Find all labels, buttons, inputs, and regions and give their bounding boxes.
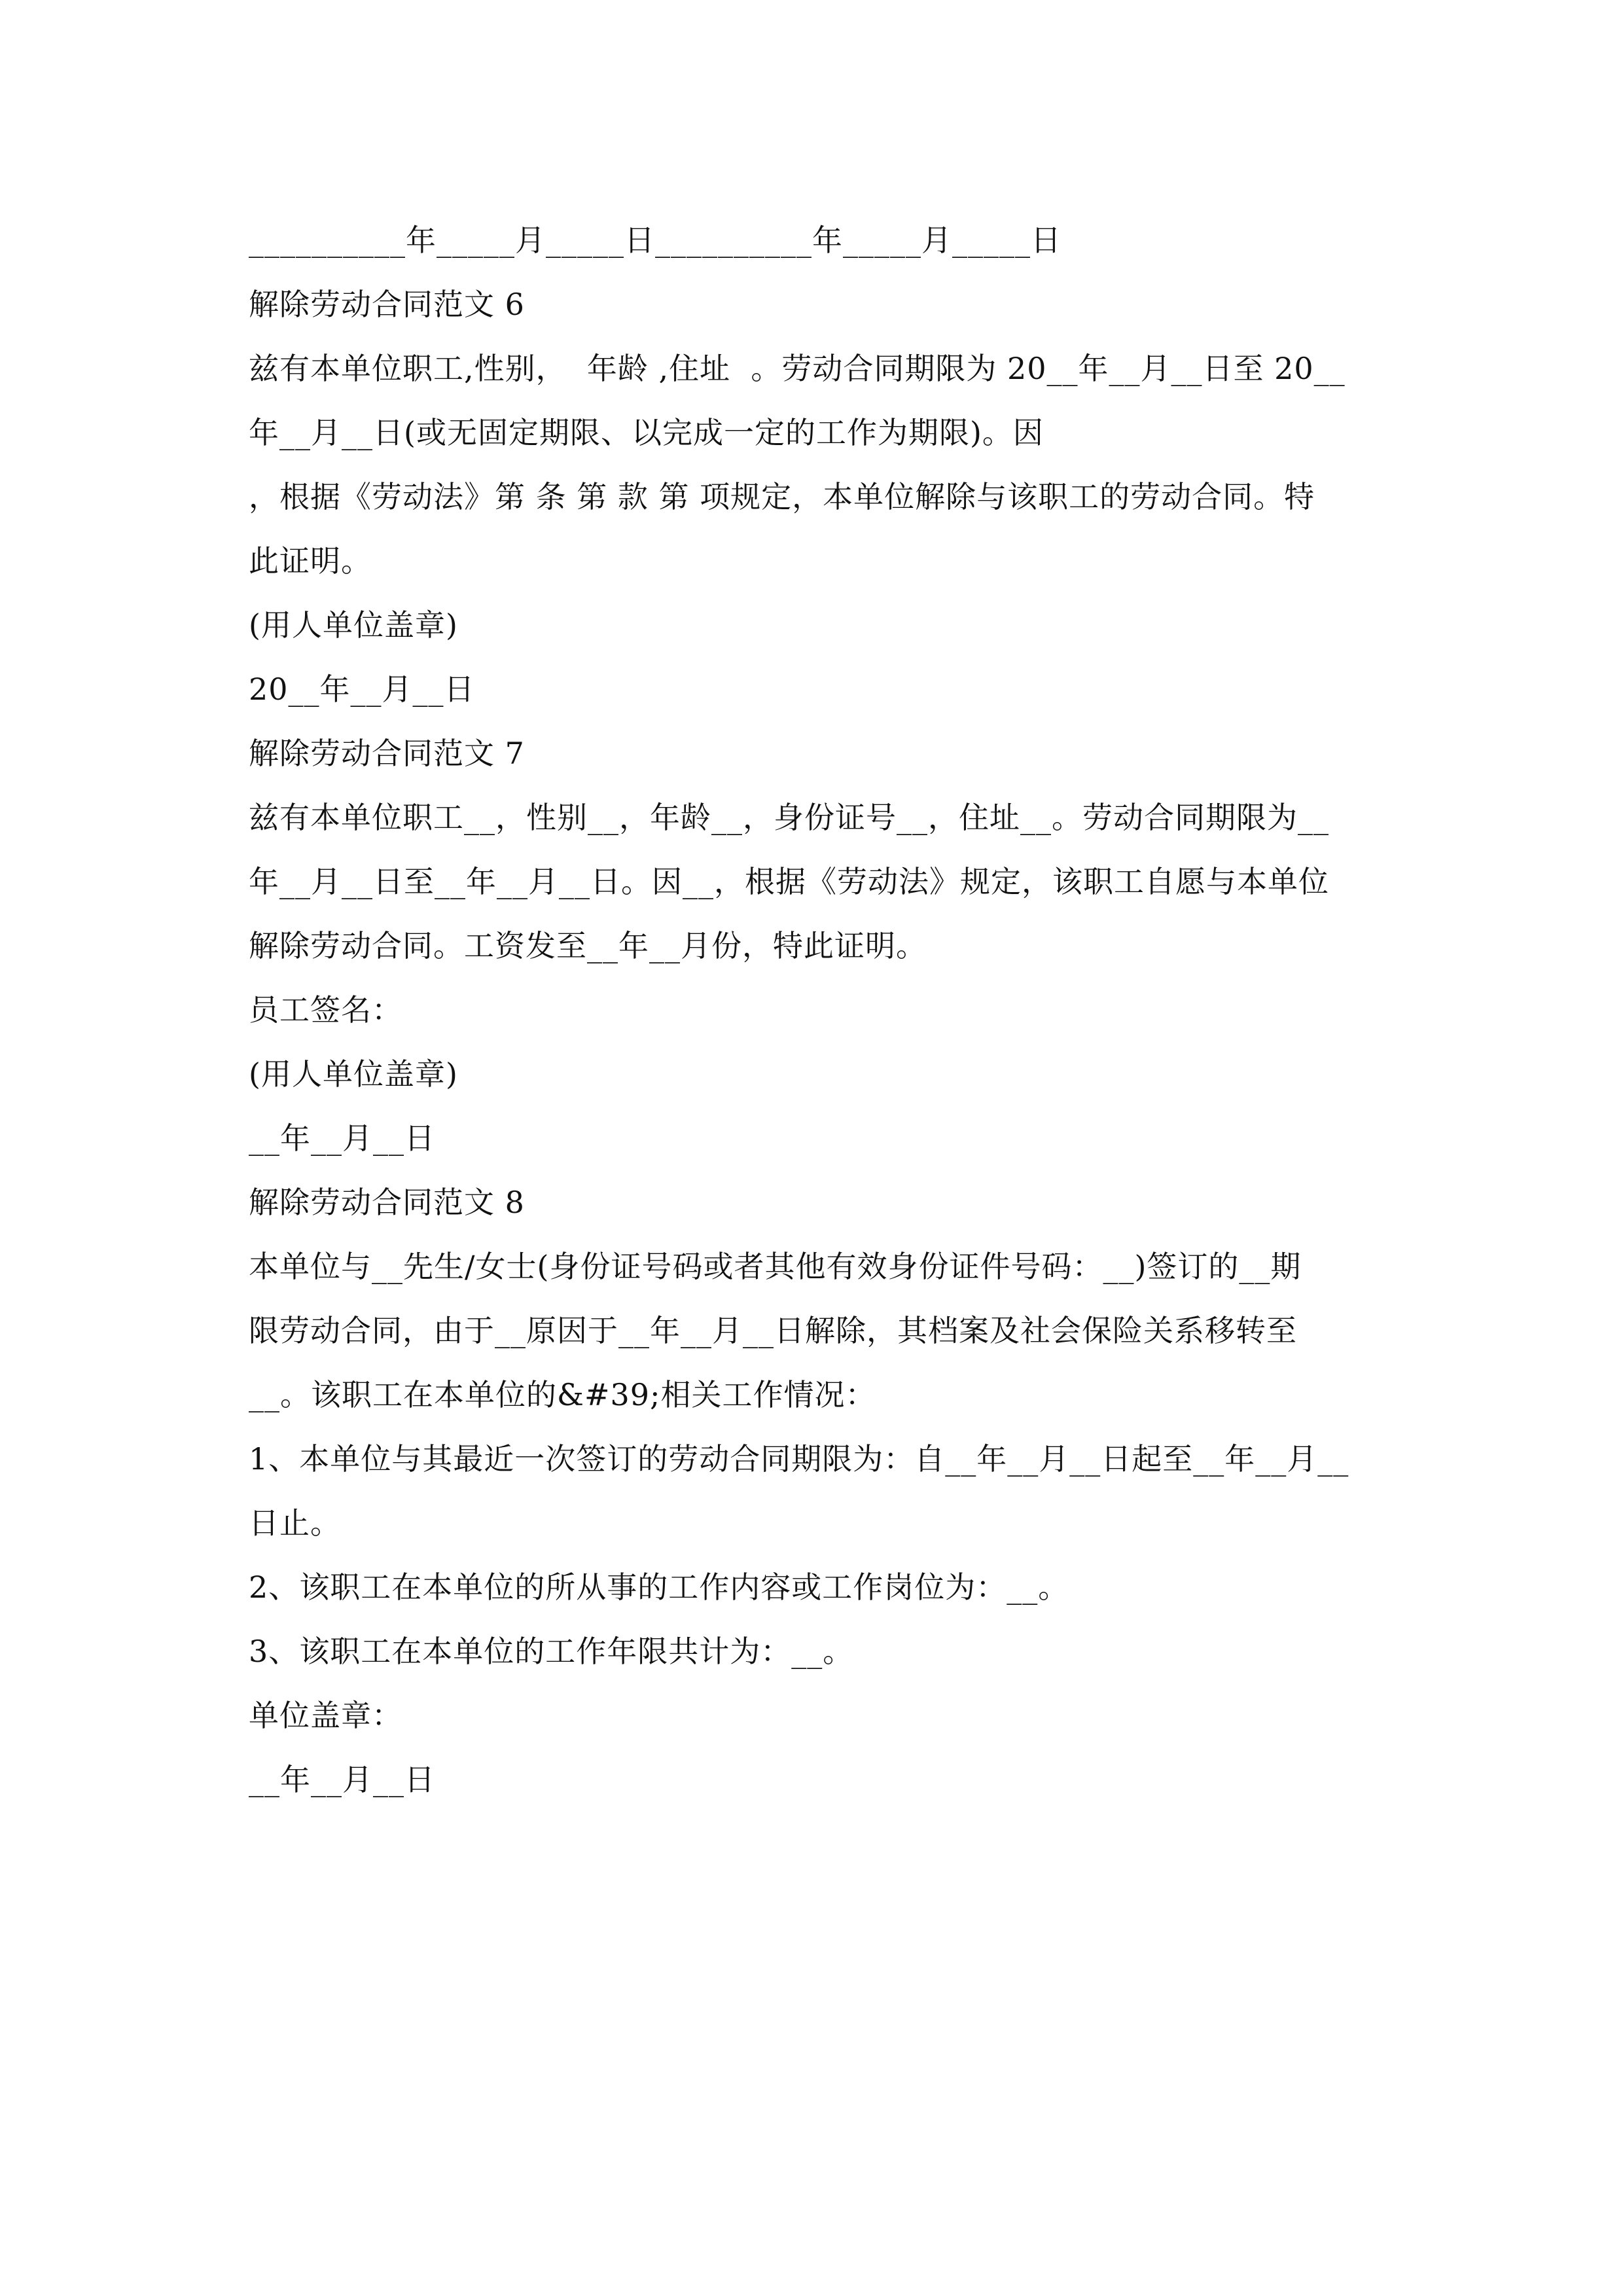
list-item: 2、该职工在本单位的所从事的工作内容或工作岗位为：__。 <box>249 1570 1069 1605</box>
paragraph-line: ，根据《劳动法》第 条 第 款 第 项规定，本单位解除与该职工的劳动合同。特 <box>249 479 1315 514</box>
section-heading-6: 解除劳动合同范文 6 <box>249 287 525 322</box>
paragraph-line: 限劳动合同，由于__原因于__年__月__日解除，其档案及社会保险关系移转至 <box>249 1313 1297 1348</box>
section-heading-8: 解除劳动合同范文 8 <box>249 1185 525 1220</box>
seal-label: (用人单位盖章) <box>249 1056 458 1092</box>
date-line: __年__月__日 <box>249 1762 435 1797</box>
date-line-top: __________年_____月_____日__________年_____月_____日 <box>249 223 1061 258</box>
date-line: 20__年__月__日 <box>249 672 475 707</box>
section-heading-7: 解除劳动合同范文 7 <box>249 736 525 771</box>
paragraph-line: 本单位与__先生/女士(身份证号码或者其他有效身份证件号码：__)签订的__期 <box>249 1249 1302 1284</box>
paragraph-line: 此证明。 <box>249 543 372 579</box>
employee-signature-label: 员工签名： <box>249 992 402 1028</box>
list-item: 1、本单位与其最近一次签订的劳动合同期限为：自__年__月__日起至__年__月__ <box>249 1441 1349 1477</box>
paragraph-line: 兹有本单位职工,性别， 年龄 ,住址 。劳动合同期限为 20__年__月__日至 20__ <box>249 351 1346 386</box>
paragraph-line: 年__月__日(或无固定期限、以完成一定的工作为期限)。因 <box>249 415 1044 450</box>
paragraph-line: 解除劳动合同。工资发至__年__月份，特此证明。 <box>249 928 927 963</box>
unit-seal-label: 单位盖章： <box>249 1698 402 1733</box>
document-body <box>249 208 1394 1812</box>
seal-label: (用人单位盖章) <box>249 607 458 643</box>
paragraph-line: __。该职工在本单位的&#39;相关工作情况： <box>249 1377 876 1412</box>
list-item-continuation: 日止。 <box>249 1505 341 1541</box>
paragraph-line: 兹有本单位职工__，性别__，年龄__，身份证号__，住址__。劳动合同期限为__ <box>249 800 1329 835</box>
paragraph-line: 年__月__日至__年__月__日。因__，根据《劳动法》规定，该职工自愿与本单位 <box>249 864 1329 899</box>
list-item: 3、该职工在本单位的工作年限共计为：__。 <box>249 1634 854 1669</box>
date-line: __年__月__日 <box>249 1121 435 1156</box>
